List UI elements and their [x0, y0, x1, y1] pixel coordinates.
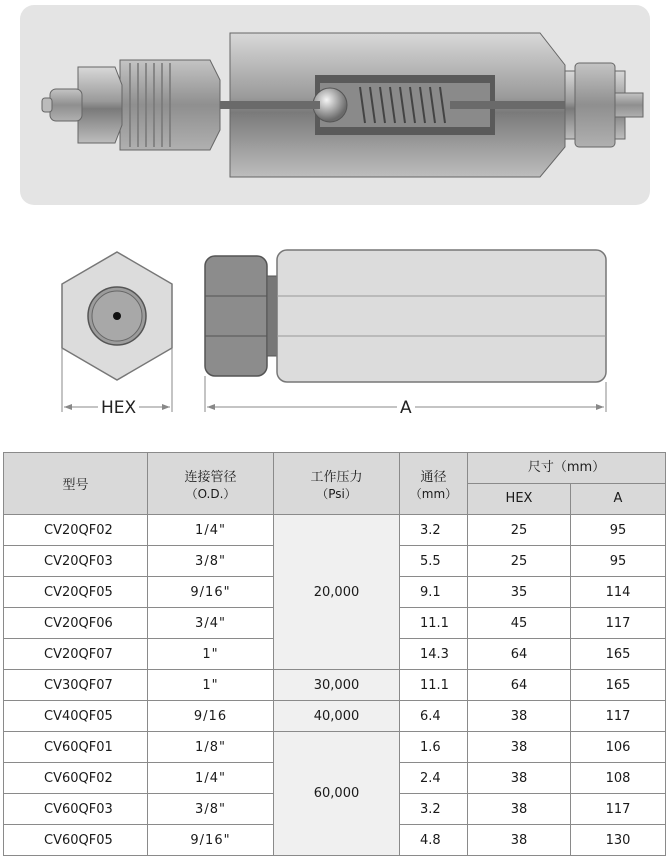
- model-cell: CV20QF02: [4, 515, 148, 546]
- od-cell: 1/4": [148, 763, 274, 794]
- model-cell: CV60QF05: [4, 825, 148, 856]
- header-pressure: 工作压力 （Psi）: [274, 453, 400, 515]
- port-bore-dot: [113, 312, 121, 320]
- bore-cell: 14.3: [400, 639, 468, 670]
- od-cell: 9/16: [148, 701, 274, 732]
- bore-cell: 6.4: [400, 701, 468, 732]
- a-cell: 95: [571, 546, 666, 577]
- pressure-cell: 20,000: [274, 515, 400, 670]
- model-cell: CV40QF05: [4, 701, 148, 732]
- bore-cell: 2.4: [400, 763, 468, 794]
- a-dimension-label: A: [397, 398, 415, 418]
- header-model: 型号: [4, 453, 148, 515]
- hex-cell: 64: [468, 670, 571, 701]
- pressure-cell: 60,000: [274, 732, 400, 856]
- pressure-cell: 30,000: [274, 670, 400, 701]
- model-cell: CV20QF05: [4, 577, 148, 608]
- model-cell: CV30QF07: [4, 670, 148, 701]
- hex-cell: 45: [468, 608, 571, 639]
- header-od: 连接管径 （O.D.）: [148, 453, 274, 515]
- header-a: A: [571, 484, 666, 515]
- hex-cell: 38: [468, 701, 571, 732]
- side-hex-nut: [205, 256, 267, 376]
- a-cell: 114: [571, 577, 666, 608]
- model-cell: CV20QF03: [4, 546, 148, 577]
- od-cell: 1/8": [148, 732, 274, 763]
- od-cell: 3/8": [148, 794, 274, 825]
- hex-cell: 35: [468, 577, 571, 608]
- bore-cell: 5.5: [400, 546, 468, 577]
- a-cell: 95: [571, 515, 666, 546]
- spec-table: [3, 452, 666, 856]
- bore-cell: 11.1: [400, 608, 468, 639]
- a-cell: 108: [571, 763, 666, 794]
- od-cell: 1": [148, 639, 274, 670]
- header-size: 尺寸（mm）: [468, 453, 666, 484]
- a-cell: 165: [571, 639, 666, 670]
- od-cell: 9/16": [148, 577, 274, 608]
- cutaway-illustration-panel: [20, 5, 650, 205]
- hex-dimension-label: HEX: [98, 398, 139, 418]
- hex-cell: 64: [468, 639, 571, 670]
- a-cell: 106: [571, 732, 666, 763]
- od-cell: 9/16": [148, 825, 274, 856]
- pressure-cell: 40,000: [274, 701, 400, 732]
- check-valve-cutaway-image: [20, 5, 650, 205]
- bore-cell: 3.2: [400, 515, 468, 546]
- model-cell: CV60QF03: [4, 794, 148, 825]
- a-cell: 165: [571, 670, 666, 701]
- od-cell: 3/4": [148, 608, 274, 639]
- table-row: [4, 701, 666, 732]
- hex-cell: 38: [468, 825, 571, 856]
- header-bore: 通径 （mm）: [400, 453, 468, 515]
- od-cell: 1/4": [148, 515, 274, 546]
- hex-cell: 25: [468, 546, 571, 577]
- hex-cell: 38: [468, 763, 571, 794]
- a-cell: 117: [571, 794, 666, 825]
- a-cell: 117: [571, 701, 666, 732]
- bore-cell: 11.1: [400, 670, 468, 701]
- model-cell: CV60QF01: [4, 732, 148, 763]
- table-row: [4, 515, 666, 546]
- od-cell: 3/8": [148, 546, 274, 577]
- od-cell: 1": [148, 670, 274, 701]
- table-row: [4, 732, 666, 763]
- bore-cell: 9.1: [400, 577, 468, 608]
- model-cell: CV20QF07: [4, 639, 148, 670]
- a-cell: 130: [571, 825, 666, 856]
- model-cell: CV60QF02: [4, 763, 148, 794]
- hex-cell: 38: [468, 794, 571, 825]
- side-body: [277, 250, 606, 382]
- hex-cell: 25: [468, 515, 571, 546]
- table-row: [4, 670, 666, 701]
- bore-cell: 4.8: [400, 825, 468, 856]
- bore-cell: 1.6: [400, 732, 468, 763]
- model-cell: CV20QF06: [4, 608, 148, 639]
- a-cell: 117: [571, 608, 666, 639]
- header-hex: HEX: [468, 484, 571, 515]
- hex-cell: 38: [468, 732, 571, 763]
- bore-cell: 3.2: [400, 794, 468, 825]
